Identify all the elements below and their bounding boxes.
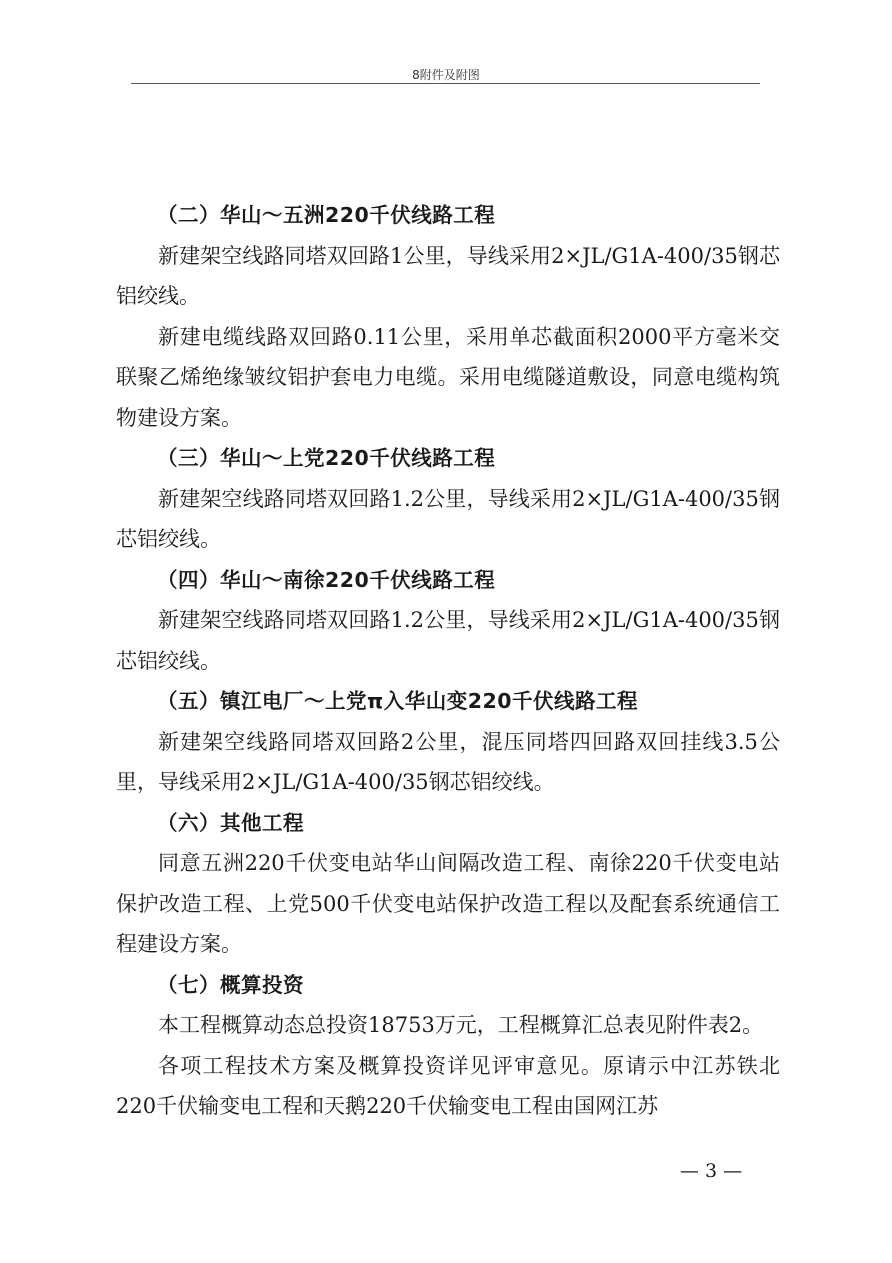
paragraph: 新建电缆线路双回路0.11公里，采用单芯截面积2000平方毫米交联聚乙烯绝缘皱纹铝护套电力电缆。采用电缆隧道敷设，同意电缆构筑物建设方案。 [116, 324, 780, 430]
section-heading-5: （五）镇江电厂～上党π入华山变220千伏线路工程 [157, 689, 639, 713]
document-body [116, 195, 780, 1127]
paragraph: 新建架空线路同塔双回路1公里，导线采用2×JL/G1A-400/35钢芯铝绞线。 [116, 243, 780, 308]
section-heading-2: （二）华山～五洲220千伏线路工程 [157, 203, 496, 227]
section-heading-4: （四）华山～南徐220千伏线路工程 [157, 567, 496, 592]
section-heading-7: （七）概算投资 [157, 972, 304, 997]
paragraph: 同意五洲220千伏变电站华山间隔改造工程、南徐220千伏变电站保护改造工程、上党500千伏变电站保护改造工程以及配套系统通信工程建设方案。 [116, 851, 780, 956]
paragraph: 新建架空线路同塔双回路1.2公里，导线采用2×JL/G1A-400/35钢芯铝绞线。 [116, 608, 780, 673]
running-header: 8附件及附图 [412, 68, 480, 82]
paragraph: 本工程概算动态总投资18753万元，工程概算汇总表见附件表2。 [158, 1013, 764, 1037]
paragraph: 新建架空线路同塔双回路1.2公里，导线采用2×JL/G1A-400/35钢芯铝绞线。 [116, 486, 780, 551]
header-divider [131, 83, 760, 84]
section-heading-6: （六）其他工程 [157, 810, 304, 835]
paragraph: 各项工程技术方案及概算投资详见评审意见。原请示中江苏铁北220千伏输变电工程和天鹅220千伏输变电工程由国网江苏 [116, 1053, 780, 1118]
page-number: — 3 — [679, 1160, 743, 1182]
paragraph: 新建架空线路同塔双回路2公里，混压同塔四回路双回挂线3.5公里，导线采用2×JL/G1A-400/35钢芯铝绞线。 [116, 729, 780, 794]
section-heading-3: （三）华山～上党220千伏线路工程 [157, 446, 496, 470]
